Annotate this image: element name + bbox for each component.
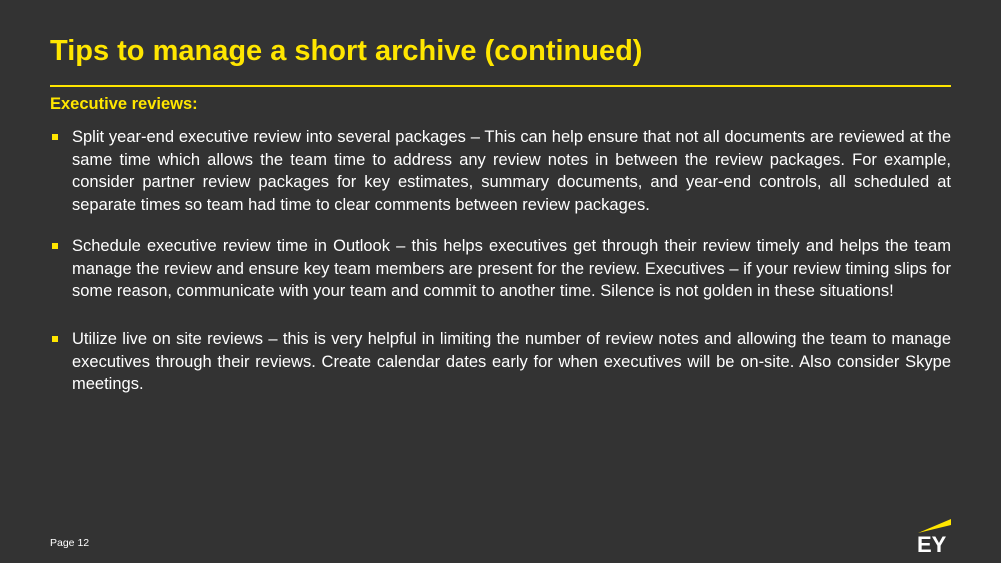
bullet-text: Schedule executive review time in Outlook – this helps executives get through their review timely and helps the team manage the review and ensure key team members are present for the review. Executives – if your review timing slips for some reason, communicate with your team and commit to another time. Silence is not golden in these situations! [72,236,951,301]
bullet-item [50,235,951,303]
section-subheading: Executive reviews: [50,95,198,113]
bullet-item [50,126,951,217]
ey-logo [914,516,954,556]
slide-title: Tips to manage a short archive (continued) [50,35,643,67]
bullet-list [50,126,951,396]
bullet-text: Utilize live on site reviews – this is very helpful in limiting the number of review notes and allowing the team to manage executives through their reviews. Create calendar dates early for when executives will be on-site. Also consider Skype meetings. [72,329,951,394]
bullet-square-icon [52,243,58,249]
page-number: Page 12 [50,537,90,549]
svg-text:EY: EY [917,532,947,556]
title-divider [50,85,951,87]
bullet-square-icon [52,134,58,140]
bullet-item [50,328,951,396]
bullet-text: Split year-end executive review into several packages – This can help ensure that not all documents are reviewed at the same time which allows the team time to address any review notes in between the review packages. For example, consider partner review packages for key estimates, summary documents, and year-end controls, all scheduled at separate times so team had time to clear comments between review packages. [72,128,951,215]
bullet-square-icon [52,336,58,342]
